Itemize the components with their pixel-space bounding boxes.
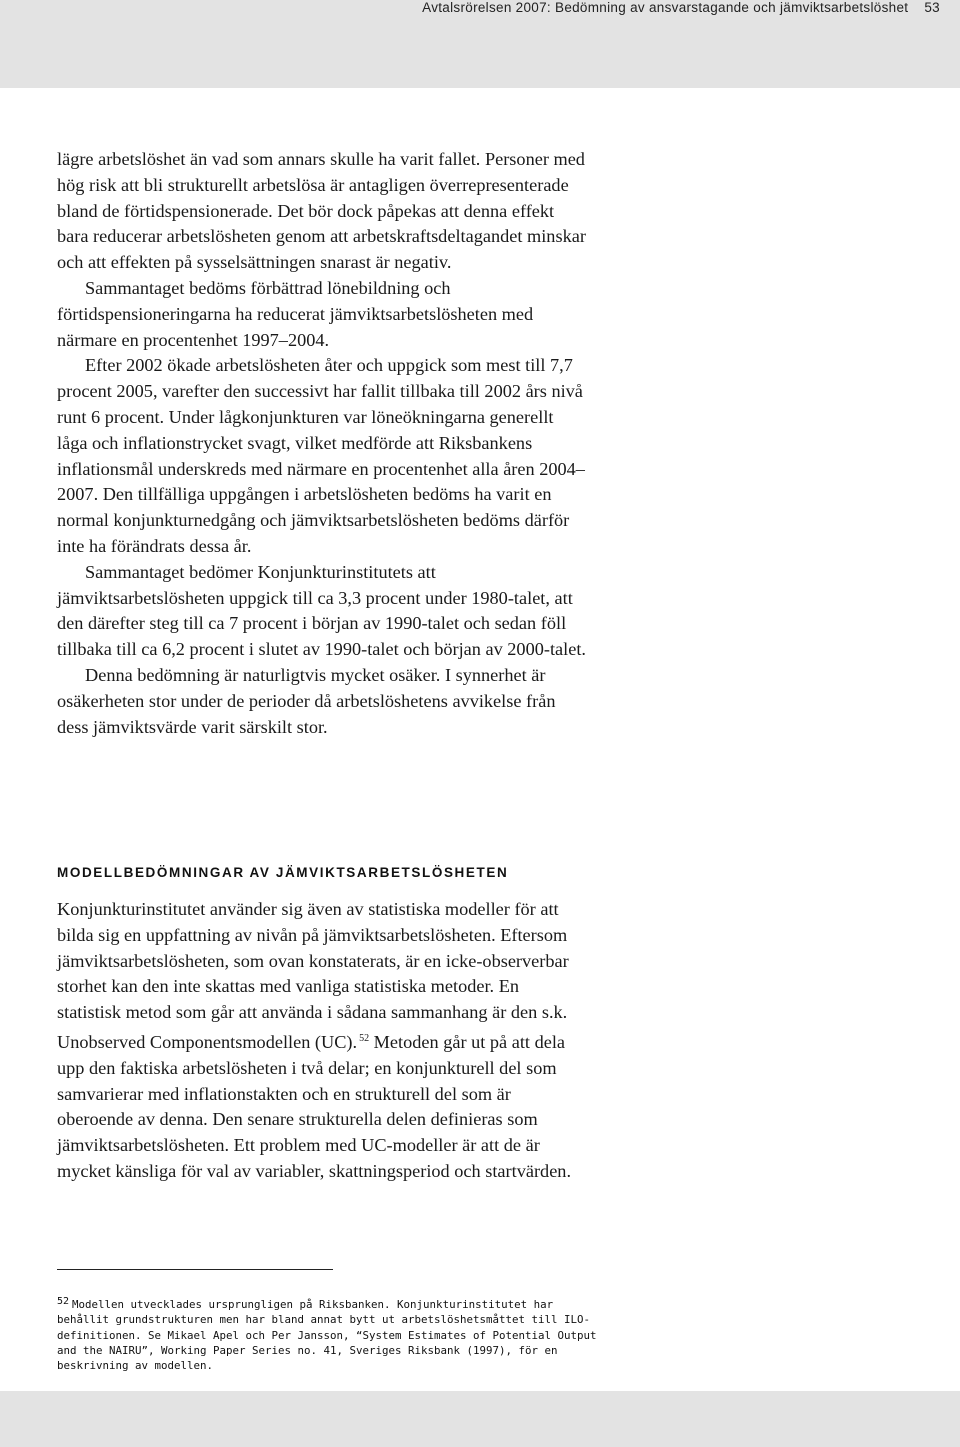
page-footer	[0, 1391, 960, 1447]
paragraph: Sammantaget bedömer Konjunkturinstitutets att jämviktsarbetslösheten uppgick till ca 3,3 procent under 1980-talet, att den därefter steg till ca 7 procent i början av 1990-talet och sedan föll tillbaka till ca 6,2 procent i slutet av 1990-talet och början av 2000-talet.	[57, 561, 586, 660]
paragraph-text: Konjunkturinstitutet använder sig även av statistiska modeller för att bilda sig en uppfattning av nivån på jämviktsarbetslösheten. Eftersom jämviktsarbetslösheten, som ovan konstaterats, är en icke-observerbar storhet kan den inte skattas med vanliga statistiska metoder. En statistisk metod som går att använda i sådana sammanhang är den s.k. Unobserved Componentsmodellen (UC).	[57, 899, 569, 1052]
paragraph: Denna bedömning är naturligtvis mycket osäker. I synnerhet är osäkerheten stor under de perioder då arbetslöshetens avvikelse från dess jämviktsvärde varit särskilt stor.	[57, 664, 556, 737]
footnote-divider	[57, 1269, 333, 1270]
paragraph: Sammantaget bedöms förbättrad lönebildning och förtidspensioneringarna ha reducerat jämviktsarbetslösheten med närmare en procentenhet 1997–2004.	[57, 277, 534, 350]
footnote-reference[interactable]: 52	[359, 1032, 370, 1044]
paragraph	[57, 897, 587, 1185]
footnote	[57, 1294, 597, 1373]
paragraph: Efter 2002 ökade arbetslösheten åter och uppgick som mest till 7,7 procent 2005, varefter den successivt har fallit tillbaka till 2002 års nivå runt 6 procent. Under lågkonjunkturen var löneökningarna generellt låga och inflationstrycket svagt, vilket medförde att Riksbankens inflationsmål underskreds med närmare en procentenhet alla åren 2004–2007. Den tillfälliga uppgången i arbetslösheten bedöms ha varit en normal konjunkturnedgång och jämviktsarbetslösheten bedöms därför inte ha förändrats dessa år.	[57, 355, 585, 556]
paragraph: lägre arbetslöshet än vad som annars skulle ha varit fallet. Personer med hög risk att bli strukturellt arbetslösa är antagligen överrepresenterade bland de förtidspensionerade. Det bör dock påpekas att denna effekt bara reducerar arbetslösheten genom att arbetskraftsdeltagandet minskar och att effekten på sysselsättningen snarast är negativ.	[57, 149, 586, 273]
section-heading: MODELLBEDÖMNINGAR AV JÄMVIKTSARBETSLÖSHETEN	[57, 865, 509, 880]
page-number: 53	[924, 0, 940, 15]
footnote-number: 52	[57, 1296, 70, 1307]
body-text	[57, 147, 587, 740]
section-body	[57, 897, 587, 1185]
running-title: Avtalsrörelsen 2007: Bedömning av ansvarstagande och jämviktsarbetslöshet	[422, 0, 909, 15]
header-line	[422, 0, 940, 15]
paragraph-text: Metoden går ut på att dela upp den faktiska arbetslösheten i två delar; en konjunkturell del som samvarierar med inflationstakten och en strukturell del som är oberoende av denna. Den senare strukturella delen definieras som jämviktsarbetslösheten. Ett problem med UC-modeller är att de är mycket känsliga för val av variabler, skattningsperiod och startvärden.	[57, 1031, 572, 1181]
footnote-text: Modellen utvecklades ursprungligen på Riksbanken. Konjunkturinstitutet har behållit grundstrukturen men har bland annat bytt ut arbetslöshetsmåttet till ILO-definitionen. Se Mikael Apel och Per Jansson, “System Estimates of Potential Output and the NAIRU”, Working Paper Series no. 41, Sveriges Riksbank (1997), för en beskrivning av modellen.	[57, 1298, 597, 1373]
